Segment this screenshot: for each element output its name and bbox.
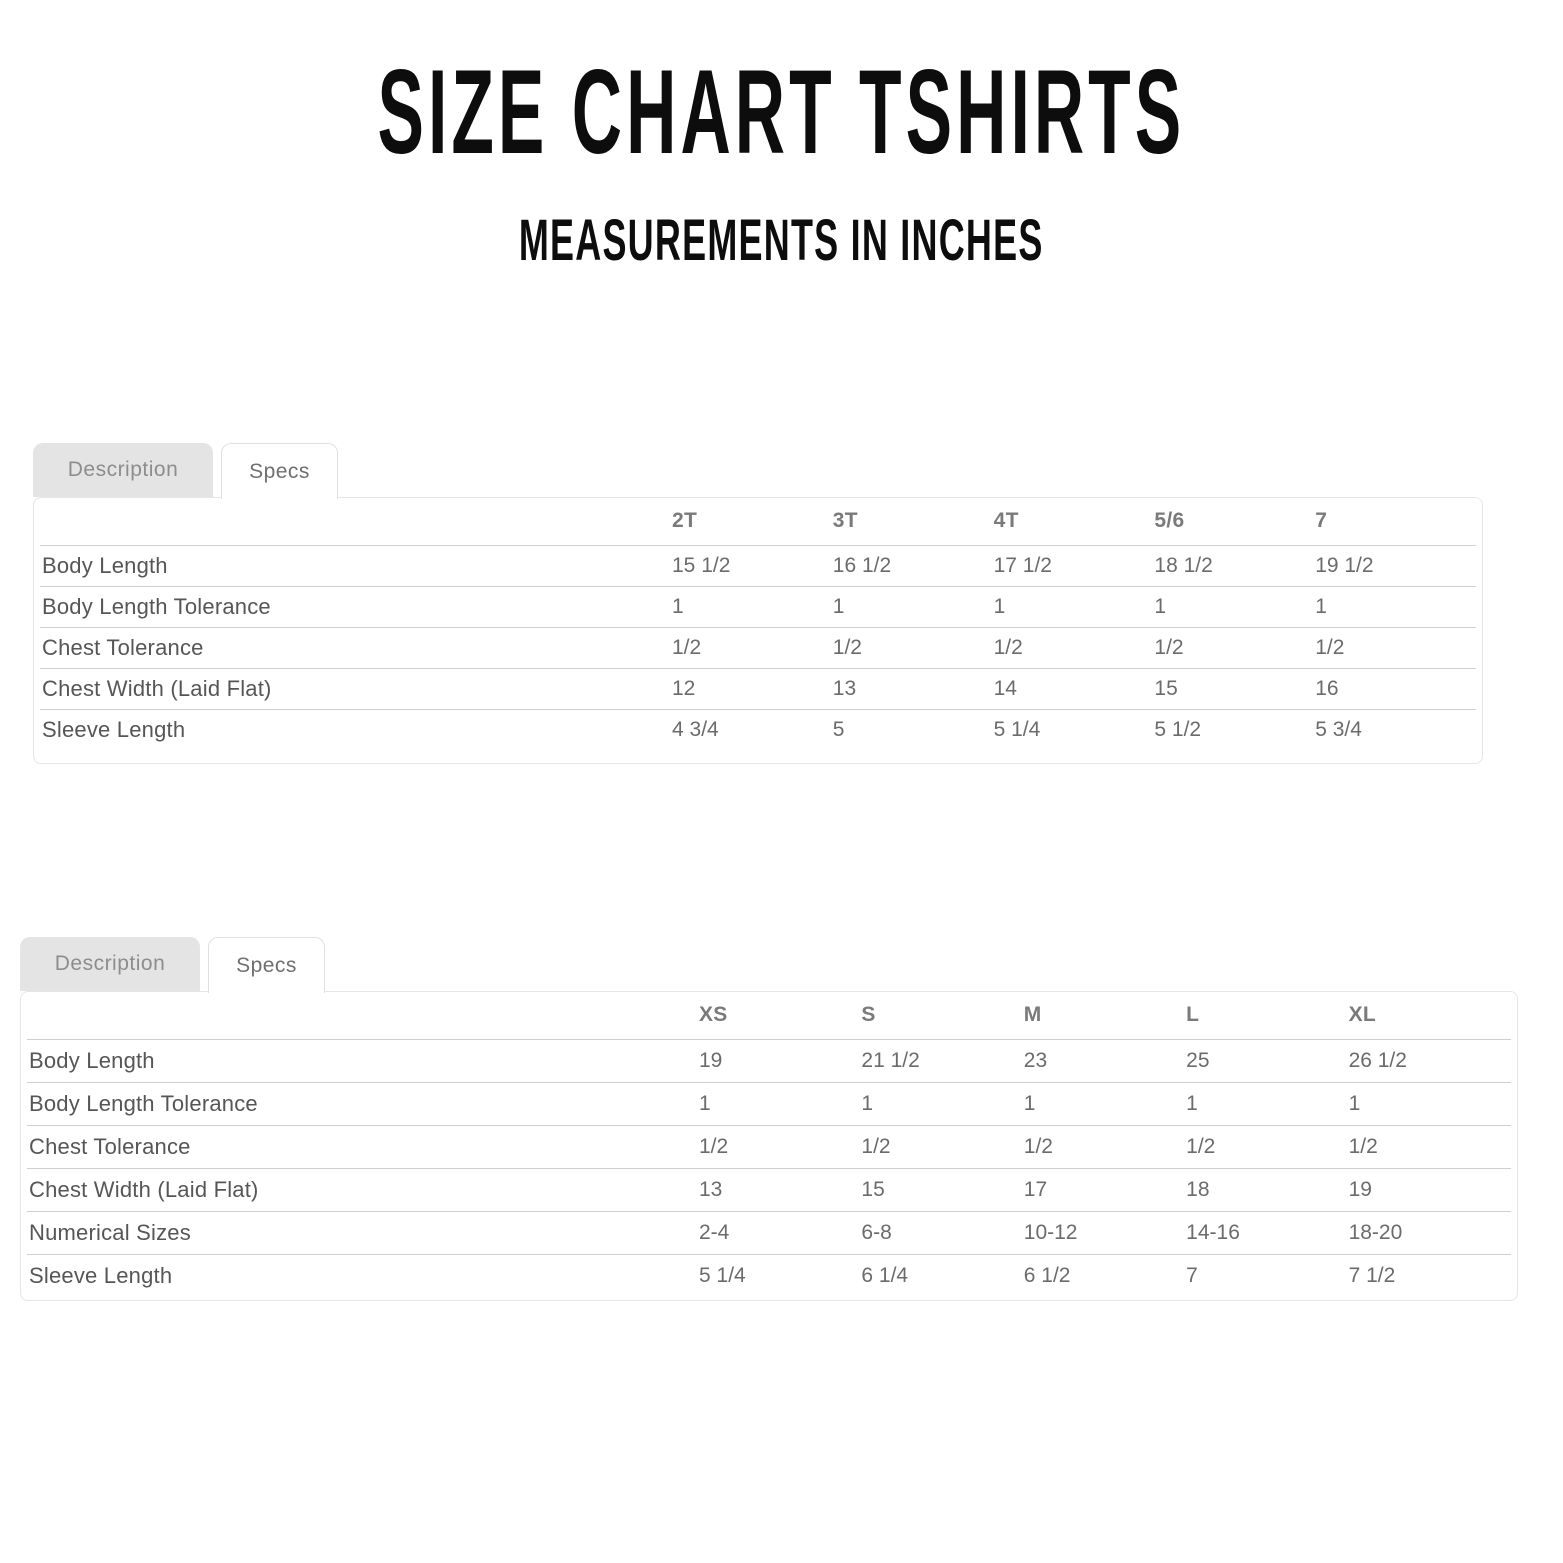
page-subtitle xyxy=(0,208,1563,273)
cell-value: 5 1/4 xyxy=(699,1254,861,1297)
cell-value: 1 xyxy=(1154,586,1315,627)
cell-value: 15 1/2 xyxy=(672,545,833,586)
cell-value: 1 xyxy=(833,586,994,627)
row-label: Body Length xyxy=(27,1039,699,1082)
cell-value: 1/2 xyxy=(699,1125,861,1168)
cell-value: 4 3/4 xyxy=(672,709,833,750)
cell-value: 26 1/2 xyxy=(1349,1039,1511,1082)
cell-value: 1/2 xyxy=(833,627,994,668)
row-label: Chest Width (Laid Flat) xyxy=(40,668,672,709)
cell-value: 1/2 xyxy=(1349,1125,1511,1168)
cell-value: 1 xyxy=(1349,1082,1511,1125)
table-row xyxy=(27,1254,1511,1297)
youth-tab-bar xyxy=(20,937,1518,991)
row-label: Sleeve Length xyxy=(27,1254,699,1297)
table-row xyxy=(40,545,1476,586)
page-title-text: SIZE CHART TSHIRTS xyxy=(377,45,1186,179)
column-header: S xyxy=(861,1003,876,1027)
cell-value: 1 xyxy=(994,586,1155,627)
table-row xyxy=(40,709,1476,750)
cell-value: 1/2 xyxy=(1024,1125,1186,1168)
tab-specs[interactable]: Specs xyxy=(221,443,338,499)
cell-value: 19 xyxy=(699,1039,861,1082)
cell-value: 19 xyxy=(1349,1168,1511,1211)
cell-value: 23 xyxy=(1024,1039,1186,1082)
cell-value: 6 1/2 xyxy=(1024,1254,1186,1297)
table-row xyxy=(40,586,1476,627)
cell-value: 1 xyxy=(1315,586,1476,627)
column-header: XS xyxy=(699,1003,728,1027)
row-label: Chest Width (Laid Flat) xyxy=(27,1168,699,1211)
cell-value: 18 1/2 xyxy=(1154,545,1315,586)
row-label: Body Length Tolerance xyxy=(27,1082,699,1125)
column-header: 2T xyxy=(672,509,698,533)
tab-description[interactable]: Description xyxy=(33,443,213,497)
column-header: XL xyxy=(1348,1003,1376,1027)
toddler-size-section xyxy=(33,443,1483,764)
cell-value: 1 xyxy=(861,1082,1023,1125)
cell-value: 1/2 xyxy=(1186,1125,1348,1168)
row-label: Body Length xyxy=(40,545,672,586)
cell-value: 16 xyxy=(1315,668,1476,709)
cell-value: 1 xyxy=(1186,1082,1348,1125)
table-row xyxy=(27,1211,1511,1254)
cell-value: 7 xyxy=(1186,1254,1348,1297)
cell-value: 25 xyxy=(1186,1039,1348,1082)
cell-value: 13 xyxy=(699,1168,861,1211)
cell-value: 7 1/2 xyxy=(1349,1254,1511,1297)
table-row xyxy=(27,1168,1511,1211)
cell-value: 1/2 xyxy=(672,627,833,668)
row-label: Body Length Tolerance xyxy=(40,586,672,627)
cell-value: 16 1/2 xyxy=(833,545,994,586)
table-header-row xyxy=(40,498,1476,545)
table-row xyxy=(27,1082,1511,1125)
cell-value: 19 1/2 xyxy=(1315,545,1476,586)
table-row xyxy=(27,1039,1511,1082)
cell-value: 1 xyxy=(699,1082,861,1125)
cell-value: 1/2 xyxy=(1315,627,1476,668)
column-header: 4T xyxy=(993,509,1019,533)
cell-value: 1 xyxy=(672,586,833,627)
page-title xyxy=(0,45,1563,179)
column-header: M xyxy=(1023,1003,1042,1027)
corner-cell xyxy=(40,498,672,545)
page-subtitle-text: MEASUREMENTS IN INCHES xyxy=(519,208,1044,273)
cell-value: 17 1/2 xyxy=(994,545,1155,586)
table-row xyxy=(40,668,1476,709)
column-header: L xyxy=(1186,1003,1200,1027)
row-label: Numerical Sizes xyxy=(27,1211,699,1254)
cell-value: 14-16 xyxy=(1186,1211,1348,1254)
youth-size-table xyxy=(20,991,1518,1301)
cell-value: 15 xyxy=(861,1168,1023,1211)
cell-value: 6 1/4 xyxy=(861,1254,1023,1297)
table-row xyxy=(27,1125,1511,1168)
youth-size-section xyxy=(20,937,1518,1301)
table-row xyxy=(40,627,1476,668)
column-header: 7 xyxy=(1315,509,1328,533)
tab-specs[interactable]: Specs xyxy=(208,937,325,993)
cell-value: 18-20 xyxy=(1349,1211,1511,1254)
row-label: Chest Tolerance xyxy=(27,1125,699,1168)
cell-value: 1/2 xyxy=(1154,627,1315,668)
cell-value: 2-4 xyxy=(699,1211,861,1254)
cell-value: 5 1/4 xyxy=(994,709,1155,750)
cell-value: 5 xyxy=(833,709,994,750)
cell-value: 15 xyxy=(1154,668,1315,709)
cell-value: 10-12 xyxy=(1024,1211,1186,1254)
table-header-row xyxy=(27,992,1511,1039)
cell-value: 17 xyxy=(1024,1168,1186,1211)
cell-value: 14 xyxy=(994,668,1155,709)
column-header: 5/6 xyxy=(1154,509,1185,533)
cell-value: 5 3/4 xyxy=(1315,709,1476,750)
cell-value: 1 xyxy=(1024,1082,1186,1125)
row-label: Sleeve Length xyxy=(40,709,672,750)
cell-value: 1/2 xyxy=(861,1125,1023,1168)
column-header: 3T xyxy=(832,509,858,533)
cell-value: 12 xyxy=(672,668,833,709)
cell-value: 21 1/2 xyxy=(861,1039,1023,1082)
cell-value: 13 xyxy=(833,668,994,709)
cell-value: 18 xyxy=(1186,1168,1348,1211)
toddler-tab-bar xyxy=(33,443,1483,497)
row-label: Chest Tolerance xyxy=(40,627,672,668)
corner-cell xyxy=(27,992,699,1039)
toddler-size-table xyxy=(33,497,1483,764)
cell-value: 1/2 xyxy=(994,627,1155,668)
cell-value: 6-8 xyxy=(861,1211,1023,1254)
cell-value: 5 1/2 xyxy=(1154,709,1315,750)
tab-description[interactable]: Description xyxy=(20,937,200,991)
